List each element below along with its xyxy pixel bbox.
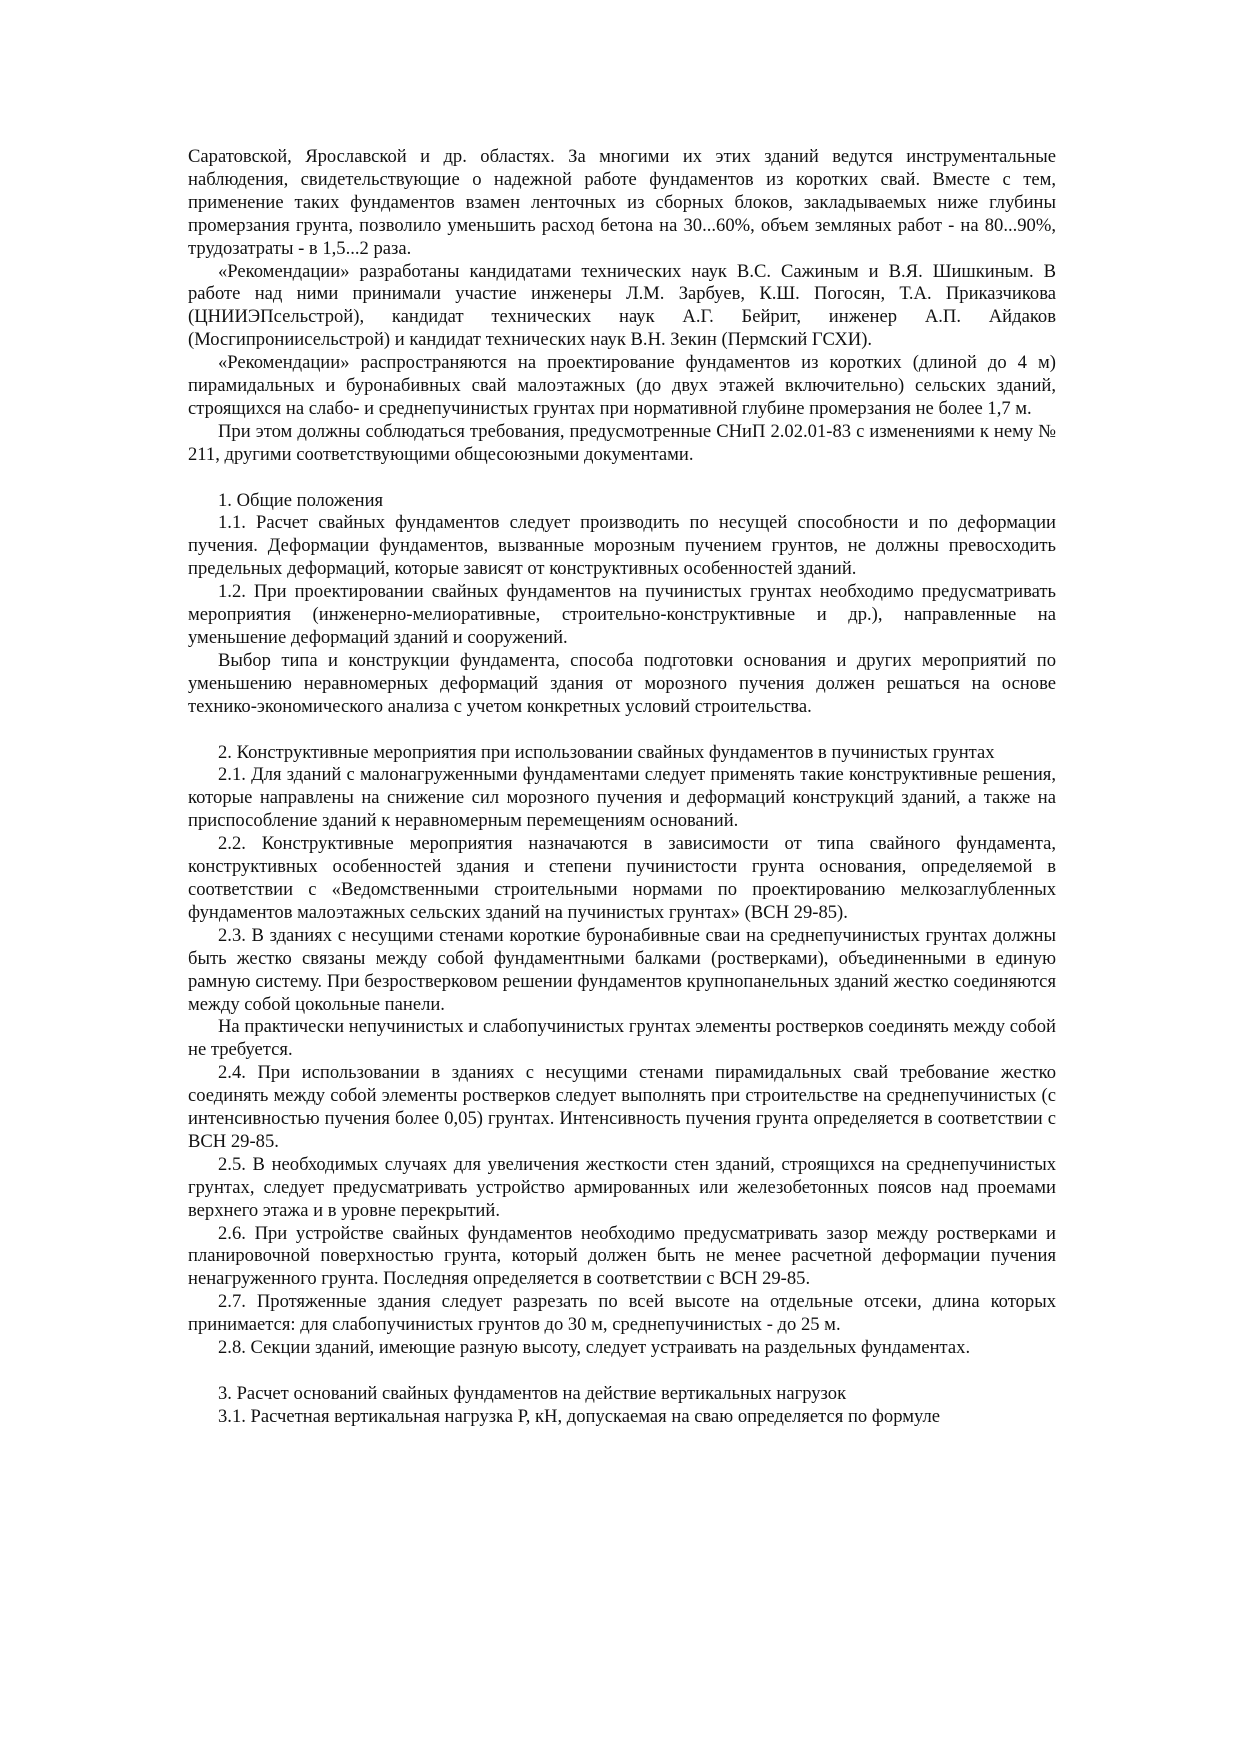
clause-2-2: 2.2. Конструктивные мероприятия назначаются в зависимости от типа свайного фундамента, конструктивных особенностей здания и степени пучинистости грунта основания, определяемой в соответствии с «Ведомственными строительными нормами по проектированию мелкозаглубленных фундаментов малоэтажных сельских зданий на пучинистых грунтах» (ВСН 29-85). <box>188 833 1056 923</box>
paragraph-scope: «Рекомендации» распространяются на проектирование фундаментов из коротких (длиной до 4 м) пирамидальных и буронабивных свай малоэтажных (до двух этажей включительно) сельских зданий, строящихся на слабо- и среднепучинистых грунтах при нормативной глубине промерзания не более 1,7 м. <box>188 352 1056 419</box>
clause-2-3: 2.3. В зданиях с несущими стенами короткие буронабивные сваи на среднепучинистых грунтах должны быть жестко связаны между собой фундаментными балками (ростверками), объединенными в единую рамную систему. При безростверковом решении фундаментов крупнопанельных зданий жестко соединяются между собой цокольные панели. <box>188 924 1056 1015</box>
clause-1-1: 1.1. Расчет свайных фундаментов следует производить по несущей способности и по деформации пучения. Деформации фундаментов, вызванные морозным пучением грунтов, не должны превосходить предельных деформаций, которые зависят от конструктивных особенностей зданий. <box>188 512 1056 580</box>
section-2-heading: 2. Конструктивные мероприятия при использовании свайных фундаментов в пучинистых грунтах <box>218 741 995 763</box>
clause-2-1: 2.1. Для зданий с малонагруженными фундаментами следует применять такие конструктивные решения, которые направлены на снижение сил морозного пучения и деформаций конструкций зданий, а также на приспособление зданий к неравномерным перемещениям оснований. <box>188 764 1056 832</box>
paragraph-intro-continuation: Саратовской, Ярославской и др. областях. За многими их этих зданий ведутся инструментальные наблюдения, свидетельствующие о надежной работе фундаментов из коротких свай. Вместе с тем, применение таких фундаментов взамен ленточных из сборных блоков, закладываемых ниже глубины промерзания грунта, позволило уменьшить расход бетона на 30...60%, объем земляных работ - на 80...90%, трудозатраты - в 1,5...2 раза. <box>188 146 1056 259</box>
document-page <box>188 146 1056 1429</box>
clause-2-7: 2.7. Протяженные здания следует разрезать по всей высоте на отдельные отсеки, длина которых принимается: для слабопучинистых грунтов до 30 м, среднепучинистых - до 25 м. <box>188 1291 1056 1336</box>
clause-3-1: 3.1. Расчетная вертикальная нагрузка Р, кН, допускаемая на сваю определяется по формуле <box>218 1405 941 1427</box>
clause-1-2-continued: Выбор типа и конструкции фундамента, способа подготовки основания и других мероприятий по уменьшению неравномерных деформаций здания от морозного пучения должен решаться на основе технико-экономического анализа с учетом конкретных условий строительства. <box>188 649 1056 717</box>
paragraph-authors: «Рекомендации» разработаны кандидатами технических наук В.С. Сажиным и В.Я. Шишкиным. В работе над ними принимали участие инженеры Л.М. Зарбуев, К.Ш. Погосян, Т.А. Приказчикова (ЦНИИЭПсельстрой), кандидат технических наук А.Г. Бейрит, инженер А.П. Айдаков (Мосгипрониисельстрой) и кандидат технических наук В.Н. Зекин (Пермский ГСХИ). <box>188 260 1056 351</box>
clause-1-2: 1.2. При проектировании свайных фундаментов на пучинистых грунтах необходимо предусматривать мероприятия (инженерно-мелиоративные, строительно-конструктивные и др.), направленные на уменьшение деформаций зданий и сооружений. <box>188 581 1056 649</box>
section-1-heading: 1. Общие положения <box>218 489 384 511</box>
clause-2-6: 2.6. При устройстве свайных фундаментов необходимо предусматривать зазор между ростверками и планировочной поверхностью грунта, который должен быть не менее расчетной деформации пучения ненагруженного грунта. Последняя определяется в соответствии с ВСН 29-85. <box>188 1222 1056 1290</box>
section-3-heading: 3. Расчет оснований свайных фундаментов на действие вертикальных нагрузок <box>218 1382 847 1404</box>
clause-2-5: 2.5. В необходимых случаях для увеличения жесткости стен зданий, строящихся на среднепучинистых грунтах, следует предусматривать устройство армированных или железобетонных поясов над проемами верхнего этажа и в уровне перекрытий. <box>188 1153 1056 1221</box>
paragraph-requirements: При этом должны соблюдаться требования, предусмотренные СНиП 2.02.01-83 с изменениями к нему № 211, другими соответствующими общесоюзными документами. <box>188 420 1056 465</box>
clause-2-8: 2.8. Секции зданий, имеющие разную высоту, следует устраивать на раздельных фундаментах. <box>218 1337 971 1359</box>
clause-2-3-continued: На практически непучинистых и слабопучинистых грунтах элементы ростверков соединять между собой не требуется. <box>188 1016 1056 1061</box>
clause-2-4: 2.4. При использовании в зданиях с несущими стенами пирамидальных свай требование жестко соединять между собой элементы ростверков следует выполнять при строительстве на среднепучинистых (с интенсивностью пучения более 0,05) грунтах. Интенсивность пучения грунта определяется в соответствии с ВСН 29-85. <box>188 1062 1056 1152</box>
